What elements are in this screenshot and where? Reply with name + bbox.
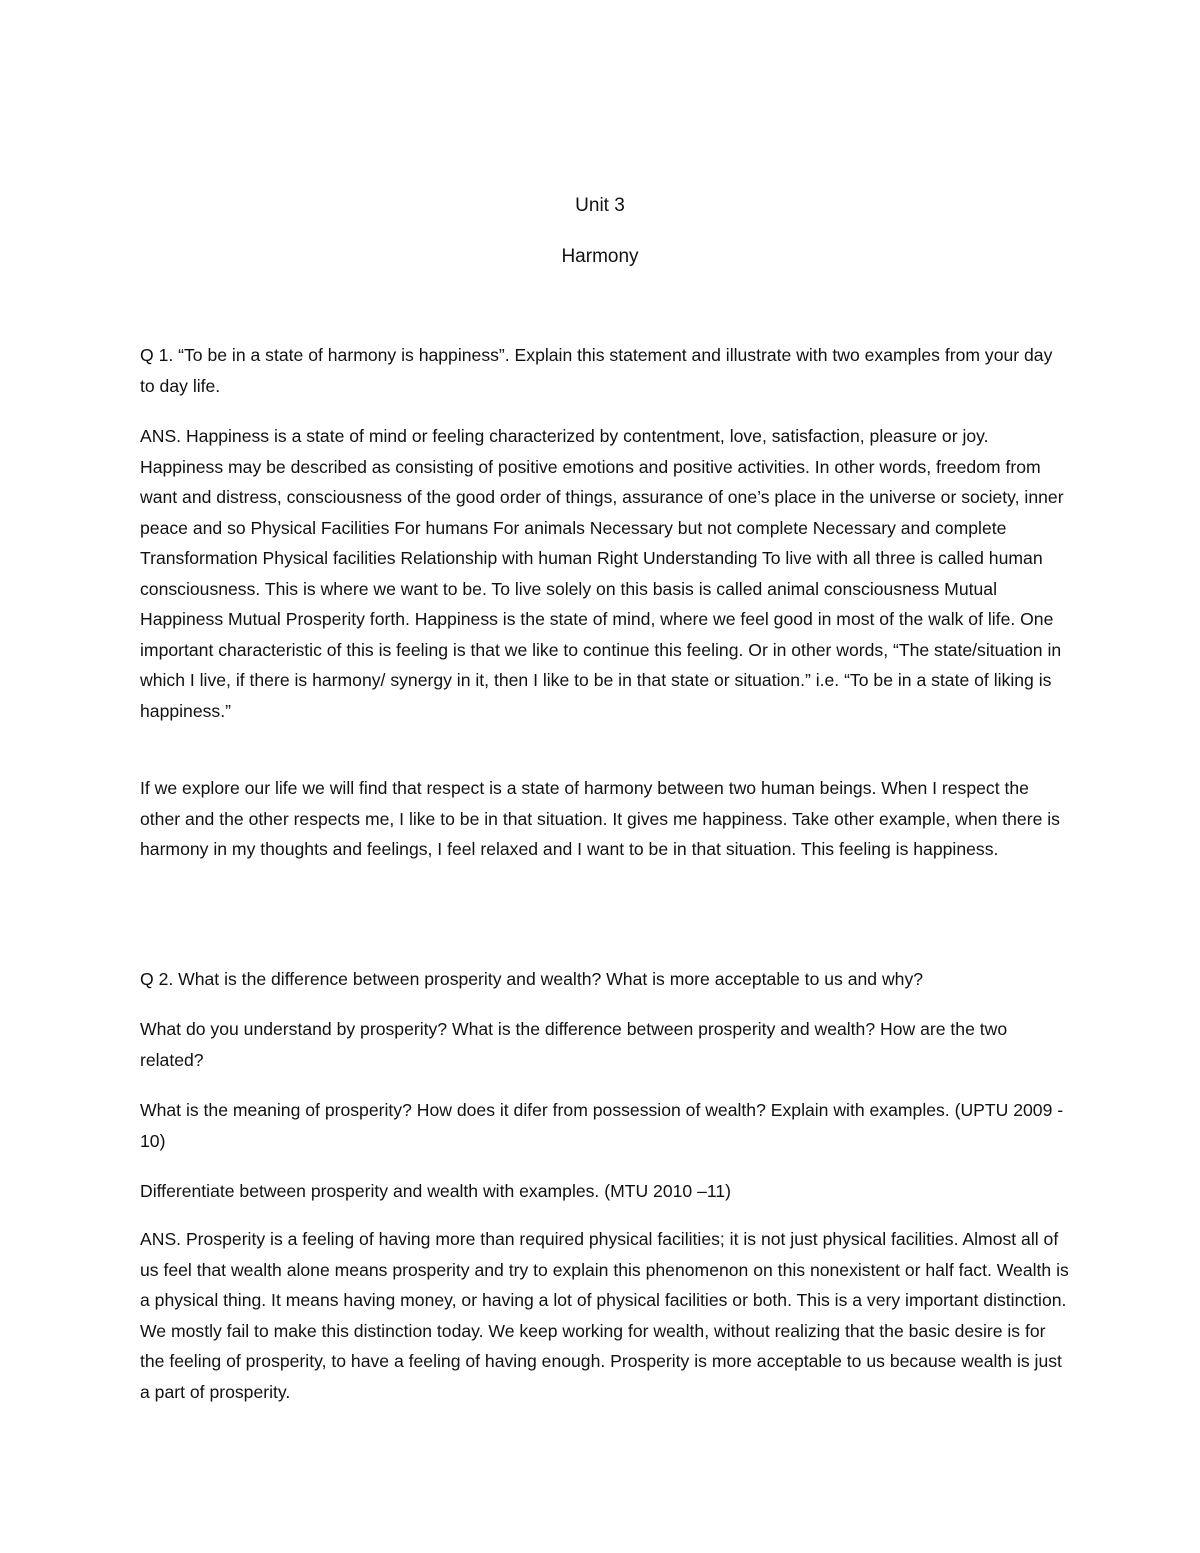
q1-question: Q 1. “To be in a state of harmony is happiness”. Explain this statement and illustrate with two examples from your day to day life. <box>140 345 1053 396</box>
page-title: Unit 3 <box>575 195 625 216</box>
q2-variant-c: Differentiate between prosperity and wealth with examples. (MTU 2010 –11) <box>140 1181 731 1201</box>
q1-answer: ANS. Happiness is a state of mind or feeling characterized by contentment, love, satisfaction, pleasure or joy. Happiness may be described as consisting of positive emotions and positive activities. In other words, freedom from want and distress, consciousness of the good order of things, assurance of one’s place in the universe or society, inner peace and so Physical Facilities For humans For animals Necessary but not complete Necessary and complete Transformation Physical facilities Relationship with human Right Understanding To live with all three is called human consciousness. This is where we want to be. To live solely on this basis is called animal consciousness Mutual Happiness Mutual Prosperity forth. Happiness is the state of mind, where we feel good in most of the walk of life. One important characteristic of this is feeling is that we like to continue this feeling. Or in other words, “The state/situation in which I live, if there is harmony/ synergy in it, then I like to be in that state or situation.” i.e. “To be in a state of liking is happiness.” <box>140 426 1064 721</box>
q2-answer: ANS. Prosperity is a feeling of having more than required physical facilities; it is not just physical facilities. Almost all of us feel that wealth alone means prosperity and try to explain this phenomenon on this nonexistent or half fact. Wealth is a physical thing. It means having money, or having a lot of physical facilities or both. This is a very important distinction. We mostly fail to make this distinction today. We keep working for wealth, without realizing that the basic desire is for the feeling of prosperity, to have a feeling of having enough. Prosperity is more acceptable to us because wealth is just a part of prosperity. <box>140 1229 1069 1402</box>
page-subtitle: Harmony <box>561 246 639 267</box>
q1-example-paragraph: If we explore our life we will find that respect is a state of harmony between two human beings. When I respect the other and the other respects me, I like to be in that situation. It gives me happiness. Take other example, when there is harmony in my thoughts and feelings, I feel relaxed and I want to be in that situation. This feeling is happiness. <box>140 778 1060 859</box>
q2-question: Q 2. What is the difference between prosperity and wealth? What is more acceptable to us and why? <box>140 969 924 989</box>
q2-variant-a: What do you understand by prosperity? What is the difference between prosperity and wealth? How are the two related? <box>140 1019 1008 1070</box>
q2-variant-b: What is the meaning of prosperity? How does it difer from possession of wealth? Explain with examples. (UPTU 2009 - 10) <box>140 1100 1064 1151</box>
